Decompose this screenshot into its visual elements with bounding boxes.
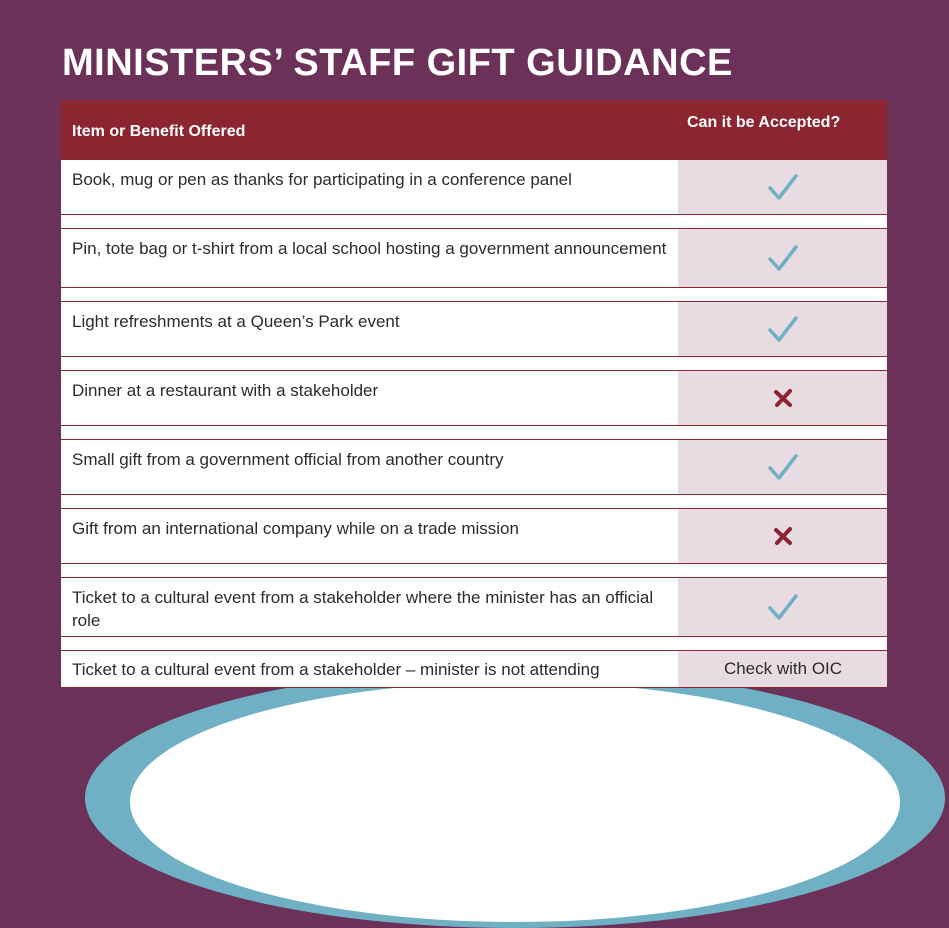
row-accepted-cell: [678, 160, 887, 214]
table-row: [61, 228, 887, 288]
row-spacer: [61, 637, 887, 650]
table-row: [61, 370, 887, 426]
row-item-text: Gift from an international company while on a trade mission: [72, 519, 519, 538]
row-item-text: Dinner at a restaurant with a stakeholder: [72, 381, 379, 400]
row-item-text: Ticket to a cultural event from a stakeholder – minister is not attending: [72, 660, 600, 679]
table-row: [61, 160, 887, 215]
cross-icon: [773, 526, 793, 546]
row-item-text: Small gift from a government official from another country: [72, 450, 504, 469]
status-text: Check with OIC: [723, 659, 843, 678]
row-spacer: [61, 215, 887, 228]
row-accepted-cell: [678, 651, 887, 687]
table-row: [61, 577, 887, 637]
row-spacer: [61, 426, 887, 439]
row-accepted-cell: [678, 371, 887, 425]
table-row: [61, 439, 887, 495]
row-item-text: Pin, tote bag or t-shirt from a local school hosting a government announcement: [72, 239, 667, 258]
header-accepted: Can it be Accepted?: [687, 114, 841, 131]
row-spacer: [61, 357, 887, 370]
table-row: [61, 508, 887, 564]
cross-icon: [773, 388, 793, 408]
row-item-text: Light refreshments at a Queen’s Park event: [72, 312, 400, 331]
page-title: MINISTERS’ STAFF GIFT GUIDANCE: [62, 42, 733, 84]
row-spacer: [61, 564, 887, 577]
row-accepted-cell: [678, 302, 887, 356]
table-row: [61, 650, 887, 688]
check-icon: [768, 173, 798, 201]
header-item: Item or Benefit Offered: [72, 123, 246, 140]
row-spacer: [61, 288, 887, 301]
guidance-table: [61, 100, 887, 688]
row-accepted-cell: [678, 229, 887, 287]
row-accepted-cell: [678, 509, 887, 563]
table-body: [61, 160, 887, 688]
table-header: [61, 100, 887, 160]
check-icon: [768, 315, 798, 343]
row-accepted-cell: [678, 440, 887, 494]
row-accepted-cell: [678, 578, 887, 636]
row-item-text: Ticket to a cultural event from a stakeholder where the minister has an official role: [72, 588, 654, 630]
check-icon: [768, 593, 798, 621]
row-spacer: [61, 495, 887, 508]
row-item-text: Book, mug or pen as thanks for participating in a conference panel: [72, 170, 572, 189]
table-row: [61, 301, 887, 357]
check-icon: [768, 453, 798, 481]
check-icon: [768, 244, 798, 272]
decorative-arc-inner: [130, 682, 900, 922]
